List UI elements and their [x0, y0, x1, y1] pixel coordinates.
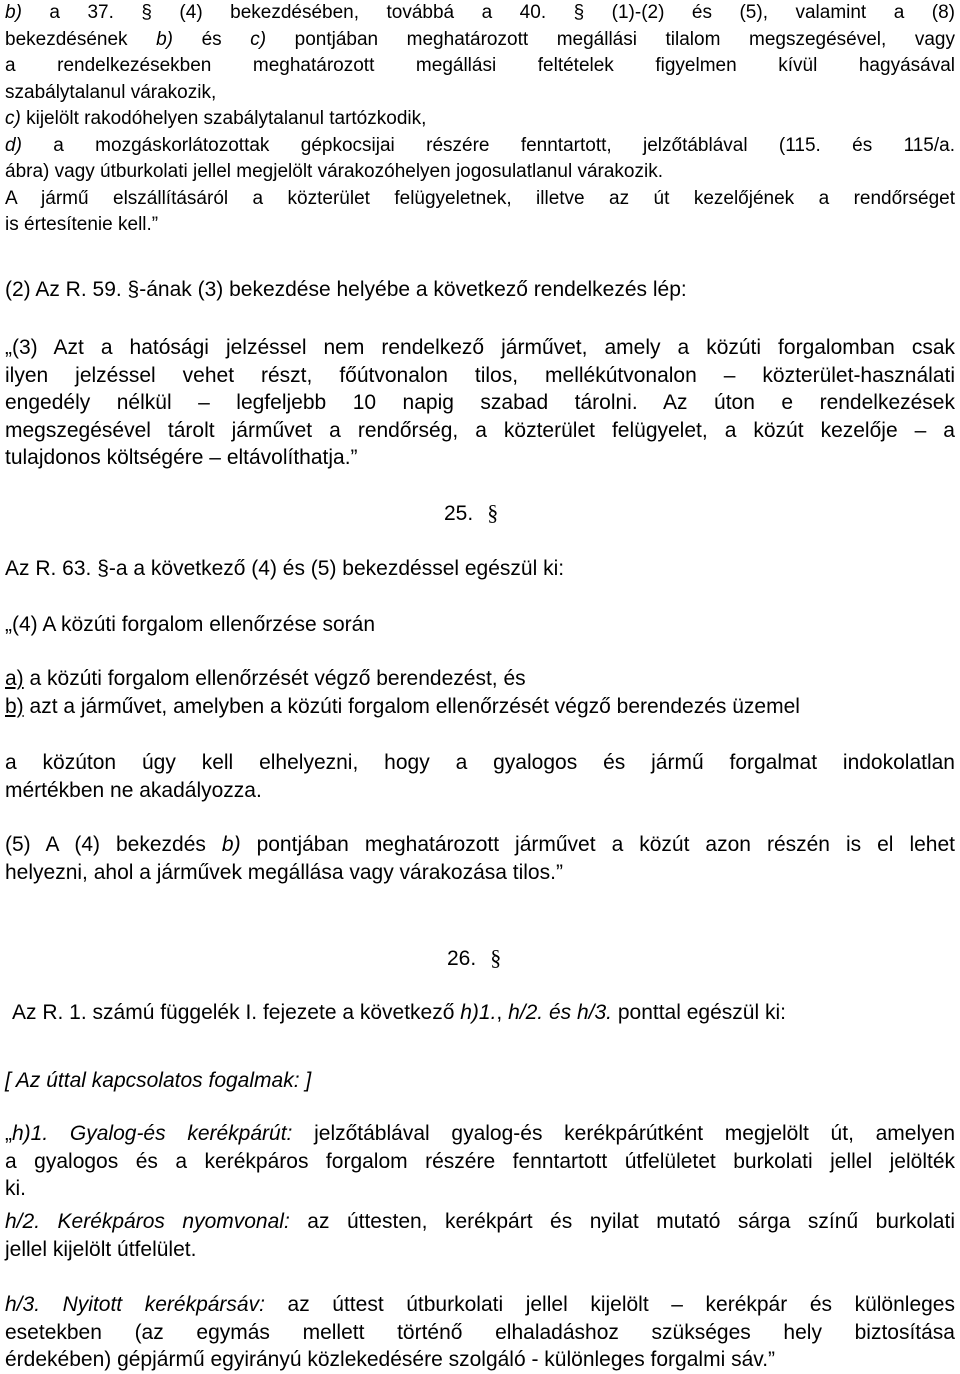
item-d-line-1: d) a mozgáskorlátozottak gépkocsijai részére fenntartott, jelzőtáblával (115. és 115/a. [5, 134, 955, 156]
paragraph-5: (5) A (4) bekezdés b) pontjában meghatározott járművet a közút azon részén is el lehet helyezni, ahol a járművek megállása vagy várakozása tilos.” [5, 833, 955, 884]
section-26-heading: 26. § [447, 945, 502, 970]
item-a-line: a) a közúti forgalom ellenőrzését végző berendezést, és [5, 667, 526, 690]
item-b-label-25: b) [5, 694, 24, 718]
item-b-paragraph [5, 0, 955, 239]
paragraph-4-items [5, 665, 955, 720]
notify-line-2: is értesítenie kell.” [5, 214, 159, 235]
paragraph-4-tail: a közúton úgy kell elhelyezni, hogy a gyalogos és jármű forgalmat indokolatlan mértékben ne akadályozza. [5, 751, 955, 802]
section-25-heading: 25. § [444, 500, 499, 525]
paragraph-3-quote: „(3) Azt a hatósági jelzéssel nem rendelkező járművet, amely a közúti forgalomban csak ilyen jelzéssel vehet részt, főútvonalon tilos, mellékútvonalon – közterület-használati engedély nélkül – legfeljebb 10 napig szabad tárolni. Az úton e rendelkezések megszegésével tárolt járművet a rendőrség, a közterület felügyelet, a közút kezelője – a tulajdonos költségére – eltávolíthatja.” [5, 336, 955, 469]
section-25-intro: Az R. 63. §-a a következő (4) és (5) bekezdéssel egészül ki: [5, 557, 565, 580]
item-d-label: d) [5, 134, 22, 156]
bracket-heading: [ Az úttal kapcsolatos fogalmak: ] [5, 1069, 312, 1092]
item-b-line-1: b) a 37. § (4) bekezdésében, továbbá a 40. § (1)-(2) és (5), valamint a (8) [5, 2, 955, 23]
item-b-line-4: szabálytalanul várakozik, [5, 81, 217, 103]
item-c-label: c) [5, 108, 21, 129]
definition-h1: „h)1. Gyalog-és kerékpárút: jelzőtáblával gyalog-és kerékpárútként megjelölt út, amelyen a gyalogos és a kerékpáros forgalom részére fenntartott útfelületet burkolati jellel jelölték ki. [5, 1122, 955, 1200]
paragraph-2-intro: (2) Az R. 59. §-ának (3) bekezdése helyébe a következő rendelkezés lép: [5, 278, 687, 301]
item-a-label: a) [5, 667, 24, 690]
paragraph-4-intro: „(4) A közúti forgalom ellenőrzése során [5, 613, 376, 636]
item-b-line: b) azt a járművet, amelyben a közúti forgalom ellenőrzését végző berendezés üzemel [5, 694, 800, 718]
item-d-line-2: ábra) vagy útburkolati jellel megjelölt várakozóhelyen jogosulatlanul várakozik. [5, 161, 663, 182]
item-c-line: c) kijelölt rakodóhelyen szabálytalanul tartózkodik, [5, 108, 427, 129]
item-b-line-2: bekezdésének b) és c) pontjában meghatározott megállási tilalom megszegésével, vagy [5, 28, 955, 50]
section-26-intro: Az R. 1. számú függelék I. fejezete a következő h)1., h/2. és h/3. ponttal egészül ki: [12, 1001, 786, 1024]
notify-line-1: A jármű elszállításáról a közterület felügyeletnek, illetve az út kezelőjének a rendőrséget [5, 187, 955, 209]
definition-h2: h/2. Kerékpáros nyomvonal: az úttesten, kerékpárt és nyilat mutató sárga színű burkolati jellel kijelölt útfelület. [5, 1210, 955, 1261]
item-b-line-3: a rendelkezésekben meghatározott megállási feltételek figyelmen kívül hagyásával [5, 55, 955, 76]
definition-h3: h/3. Nyitott kerékpársáv: az úttest útburkolati jellel kijelölt – kerékpár és különleges esetekben (az egymás mellett történő elhaladáshoz szükséges hely biztosítása érdekében) gépjármű egyirányú közlekedésére szolgáló - különleges forgalmi sáv.” [5, 1293, 955, 1371]
item-b-label: b) [5, 2, 22, 23]
